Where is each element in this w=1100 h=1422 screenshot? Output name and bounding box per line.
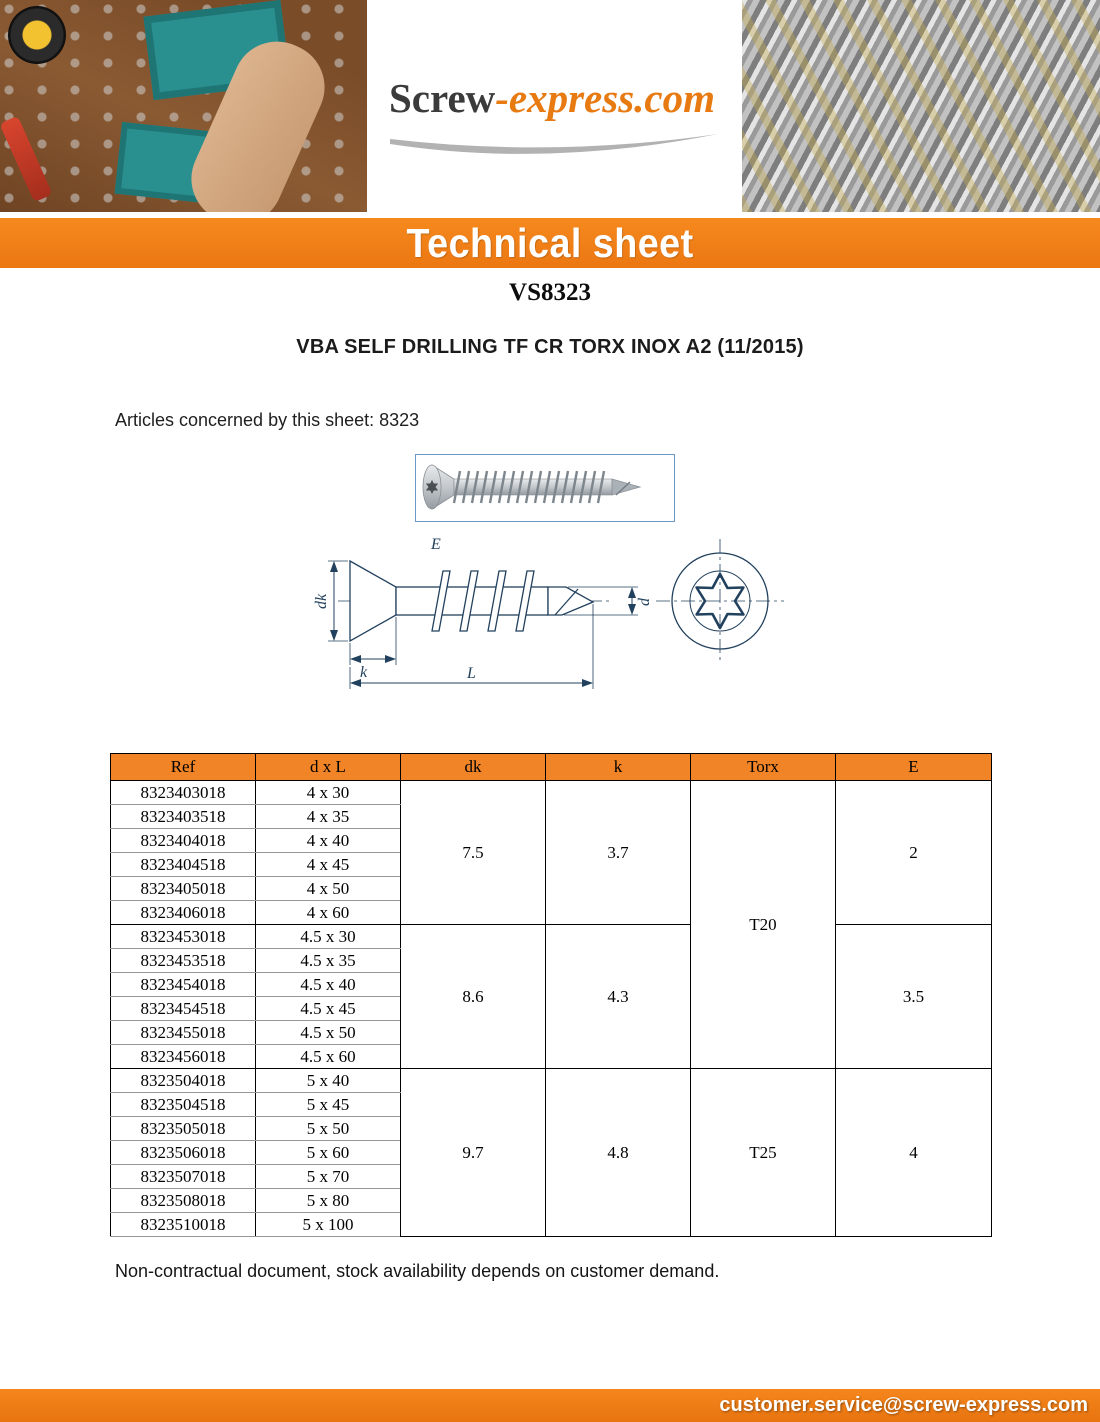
contact-email[interactable]: customer.service@screw-express.com: [719, 1394, 1088, 1416]
screw-head-outline: [350, 561, 396, 641]
dxl-cell: 5 x 80: [256, 1189, 401, 1213]
logo-text-dark: Screw: [388, 75, 496, 121]
drill-point-outline: [548, 587, 593, 615]
label-k: k: [360, 664, 368, 681]
banner-title: Technical sheet: [406, 219, 694, 266]
dxl-cell: 4 x 40: [256, 829, 401, 853]
dxl-cell: 4.5 x 30: [256, 925, 401, 949]
table-row: [111, 1069, 992, 1093]
e-value-group1: 2: [836, 781, 992, 925]
dxl-cell: 4.5 x 60: [256, 1045, 401, 1069]
ref-cell: 8323406018: [111, 901, 256, 925]
dxl-cell: 4 x 60: [256, 901, 401, 925]
ref-cell: 8323504018: [111, 1069, 256, 1093]
dxl-cell: 5 x 100: [256, 1213, 401, 1237]
ref-cell: 8323505018: [111, 1117, 256, 1141]
ref-cell: 8323453518: [111, 949, 256, 973]
ref-cell: 8323456018: [111, 1045, 256, 1069]
k-value-group3: 4.8: [546, 1069, 691, 1237]
col-e: E: [836, 754, 992, 781]
ref-cell: 8323510018: [111, 1213, 256, 1237]
k-value-group1: 3.7: [546, 781, 691, 925]
logo-swoosh-icon: [386, 132, 722, 160]
label-E: E: [431, 536, 441, 553]
table-row: [111, 781, 992, 805]
screw-product-photo: [415, 454, 675, 522]
dxl-cell: 4 x 35: [256, 805, 401, 829]
dxl-cell: 5 x 45: [256, 1093, 401, 1117]
col-dxl: d x L: [256, 754, 401, 781]
ref-cell: 8323506018: [111, 1141, 256, 1165]
document-code: VS8323: [509, 279, 591, 306]
dxl-cell: 4.5 x 40: [256, 973, 401, 997]
ref-cell: 8323504518: [111, 1093, 256, 1117]
dxl-cell: 5 x 70: [256, 1165, 401, 1189]
ref-cell: 8323403518: [111, 805, 256, 829]
document-title: VBA SELF DRILLING TF CR TORX INOX A2 (11/2015): [296, 336, 804, 358]
ref-cell: 8323508018: [111, 1189, 256, 1213]
dxl-cell: 4.5 x 35: [256, 949, 401, 973]
dxl-cell: 4 x 30: [256, 781, 401, 805]
dk-value-group3: 9.7: [401, 1069, 546, 1237]
dxl-cell: 5 x 50: [256, 1117, 401, 1141]
label-L: L: [467, 665, 476, 682]
ref-cell: 8323454518: [111, 997, 256, 1021]
torx-value-group12: T20: [691, 781, 836, 1069]
articles-line: Articles concerned by this sheet: 8323: [115, 410, 420, 430]
screw-photo-art: [416, 455, 672, 519]
ref-cell: 8323405018: [111, 877, 256, 901]
col-k: k: [546, 754, 691, 781]
banner: [0, 218, 1100, 268]
footer-bar: [0, 1389, 1100, 1422]
col-dk: dk: [401, 754, 546, 781]
dxl-cell: 4.5 x 45: [256, 997, 401, 1021]
table-row: [111, 925, 992, 949]
dk-value-group1: 7.5: [401, 781, 546, 925]
ref-cell: 8323403018: [111, 781, 256, 805]
dxl-cell: 5 x 40: [256, 1069, 401, 1093]
tape-measure-decor: [8, 6, 66, 64]
ref-cell: 8323404018: [111, 829, 256, 853]
ref-cell: 8323453018: [111, 925, 256, 949]
brand-logo: [372, 74, 732, 122]
disclaimer-note: Non-contractual document, stock availability depends on customer demand.: [115, 1261, 720, 1281]
dxl-cell: 5 x 60: [256, 1141, 401, 1165]
table-header-row: [111, 754, 992, 781]
col-torx: Torx: [691, 754, 836, 781]
logo-text-orange: -express.com: [495, 75, 716, 121]
workbench-photo: [0, 0, 367, 212]
spec-table: [110, 753, 992, 1237]
col-ref: Ref: [111, 754, 256, 781]
label-d: d: [636, 598, 653, 606]
e-value-group2: 3.5: [836, 925, 992, 1069]
ref-cell: 8323404518: [111, 853, 256, 877]
dxl-cell: 4 x 50: [256, 877, 401, 901]
e-value-group3: 4: [836, 1069, 992, 1237]
dk-value-group2: 8.6: [401, 925, 546, 1069]
technical-drawing: [300, 531, 800, 713]
dxl-cell: 4 x 45: [256, 853, 401, 877]
screws-pile-photo: [742, 0, 1100, 212]
ref-cell: 8323507018: [111, 1165, 256, 1189]
label-dk: dk: [313, 593, 330, 609]
k-value-group2: 4.3: [546, 925, 691, 1069]
ref-cell: 8323454018: [111, 973, 256, 997]
torx-value-group3: T25: [691, 1069, 836, 1237]
dxl-cell: 4.5 x 50: [256, 1021, 401, 1045]
ref-cell: 8323455018: [111, 1021, 256, 1045]
